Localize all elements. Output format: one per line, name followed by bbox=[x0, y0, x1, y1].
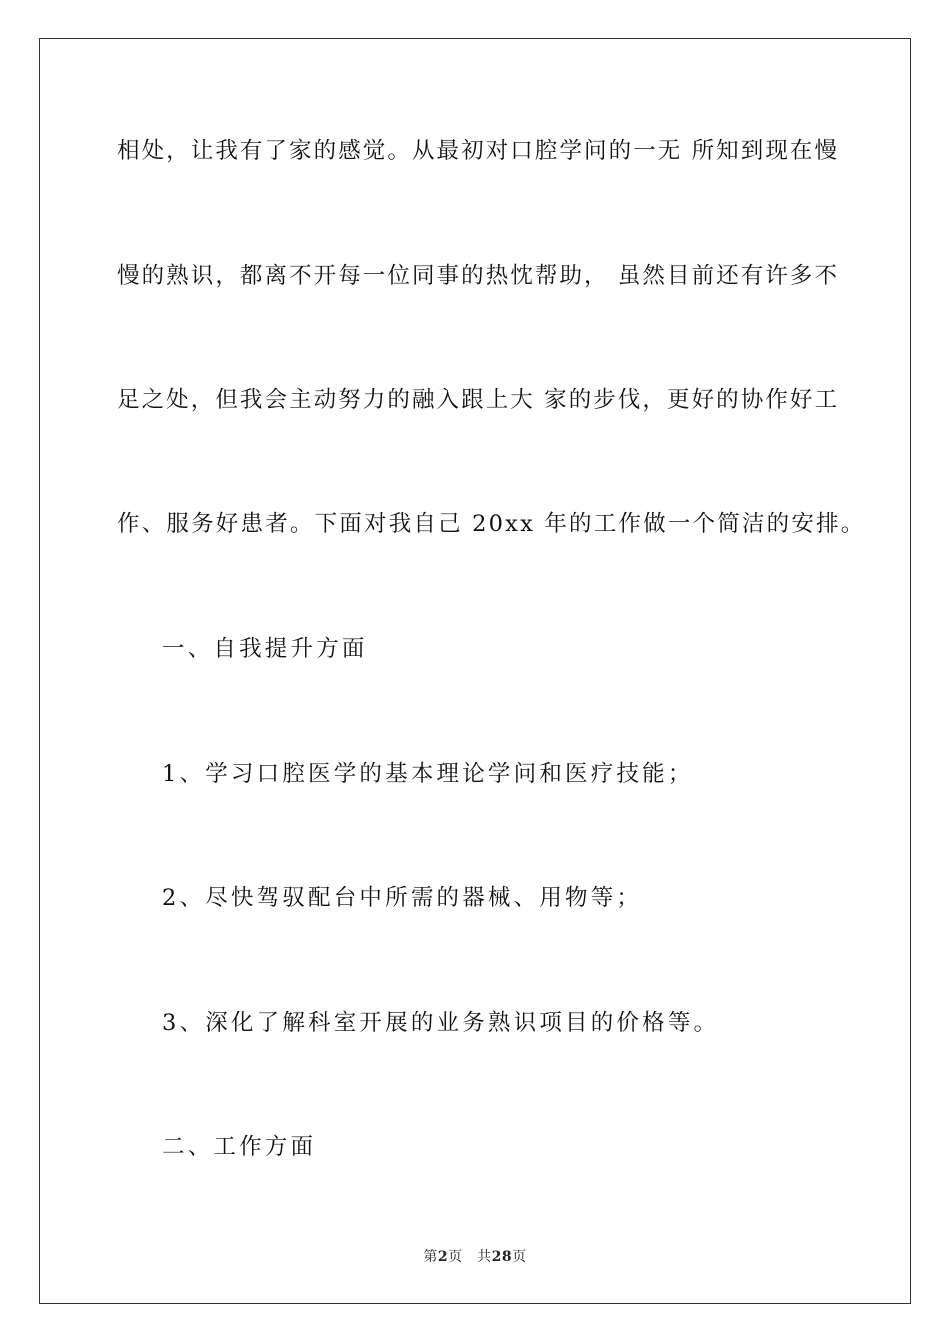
paragraph-line-1: 相处，让我有了家的感觉。从最初对口腔学问的一无 所知到现在慢 bbox=[117, 138, 837, 164]
list-item-1: 1、学习口腔医学的基本理论学问和医疗技能； bbox=[162, 761, 694, 787]
section-heading-self-improvement: 一、自我提升方面 bbox=[162, 636, 368, 662]
footer-suffix: 页 bbox=[512, 1249, 527, 1265]
page-footer bbox=[0, 1248, 950, 1266]
paragraph-line-4: 作、服务好患者。下面对我自己 20xx 年的工作做一个简洁的安排。 bbox=[117, 511, 866, 537]
section-heading-work: 二、工作方面 bbox=[162, 1134, 317, 1160]
page-border bbox=[39, 38, 911, 1304]
footer-prefix: 第 bbox=[423, 1249, 438, 1265]
list-item-2: 2、尽快驾驭配台中所需的器械、用物等； bbox=[162, 885, 643, 911]
list-item-3: 3、深化了解科室开展的业务熟识项目的价格等。 bbox=[162, 1010, 720, 1036]
paragraph-line-2: 慢的熟识，都离不开每一位同事的热忱帮助， 虽然目前还有许多不 bbox=[117, 263, 837, 289]
footer-mid: 页 共 bbox=[448, 1249, 492, 1265]
paragraph-line-3: 足之处，但我会主动努力的融入跟上大 家的步伐，更好的协作好工 bbox=[117, 387, 837, 413]
footer-current-page: 2 bbox=[437, 1249, 449, 1265]
footer-total-pages: 28 bbox=[491, 1249, 513, 1265]
